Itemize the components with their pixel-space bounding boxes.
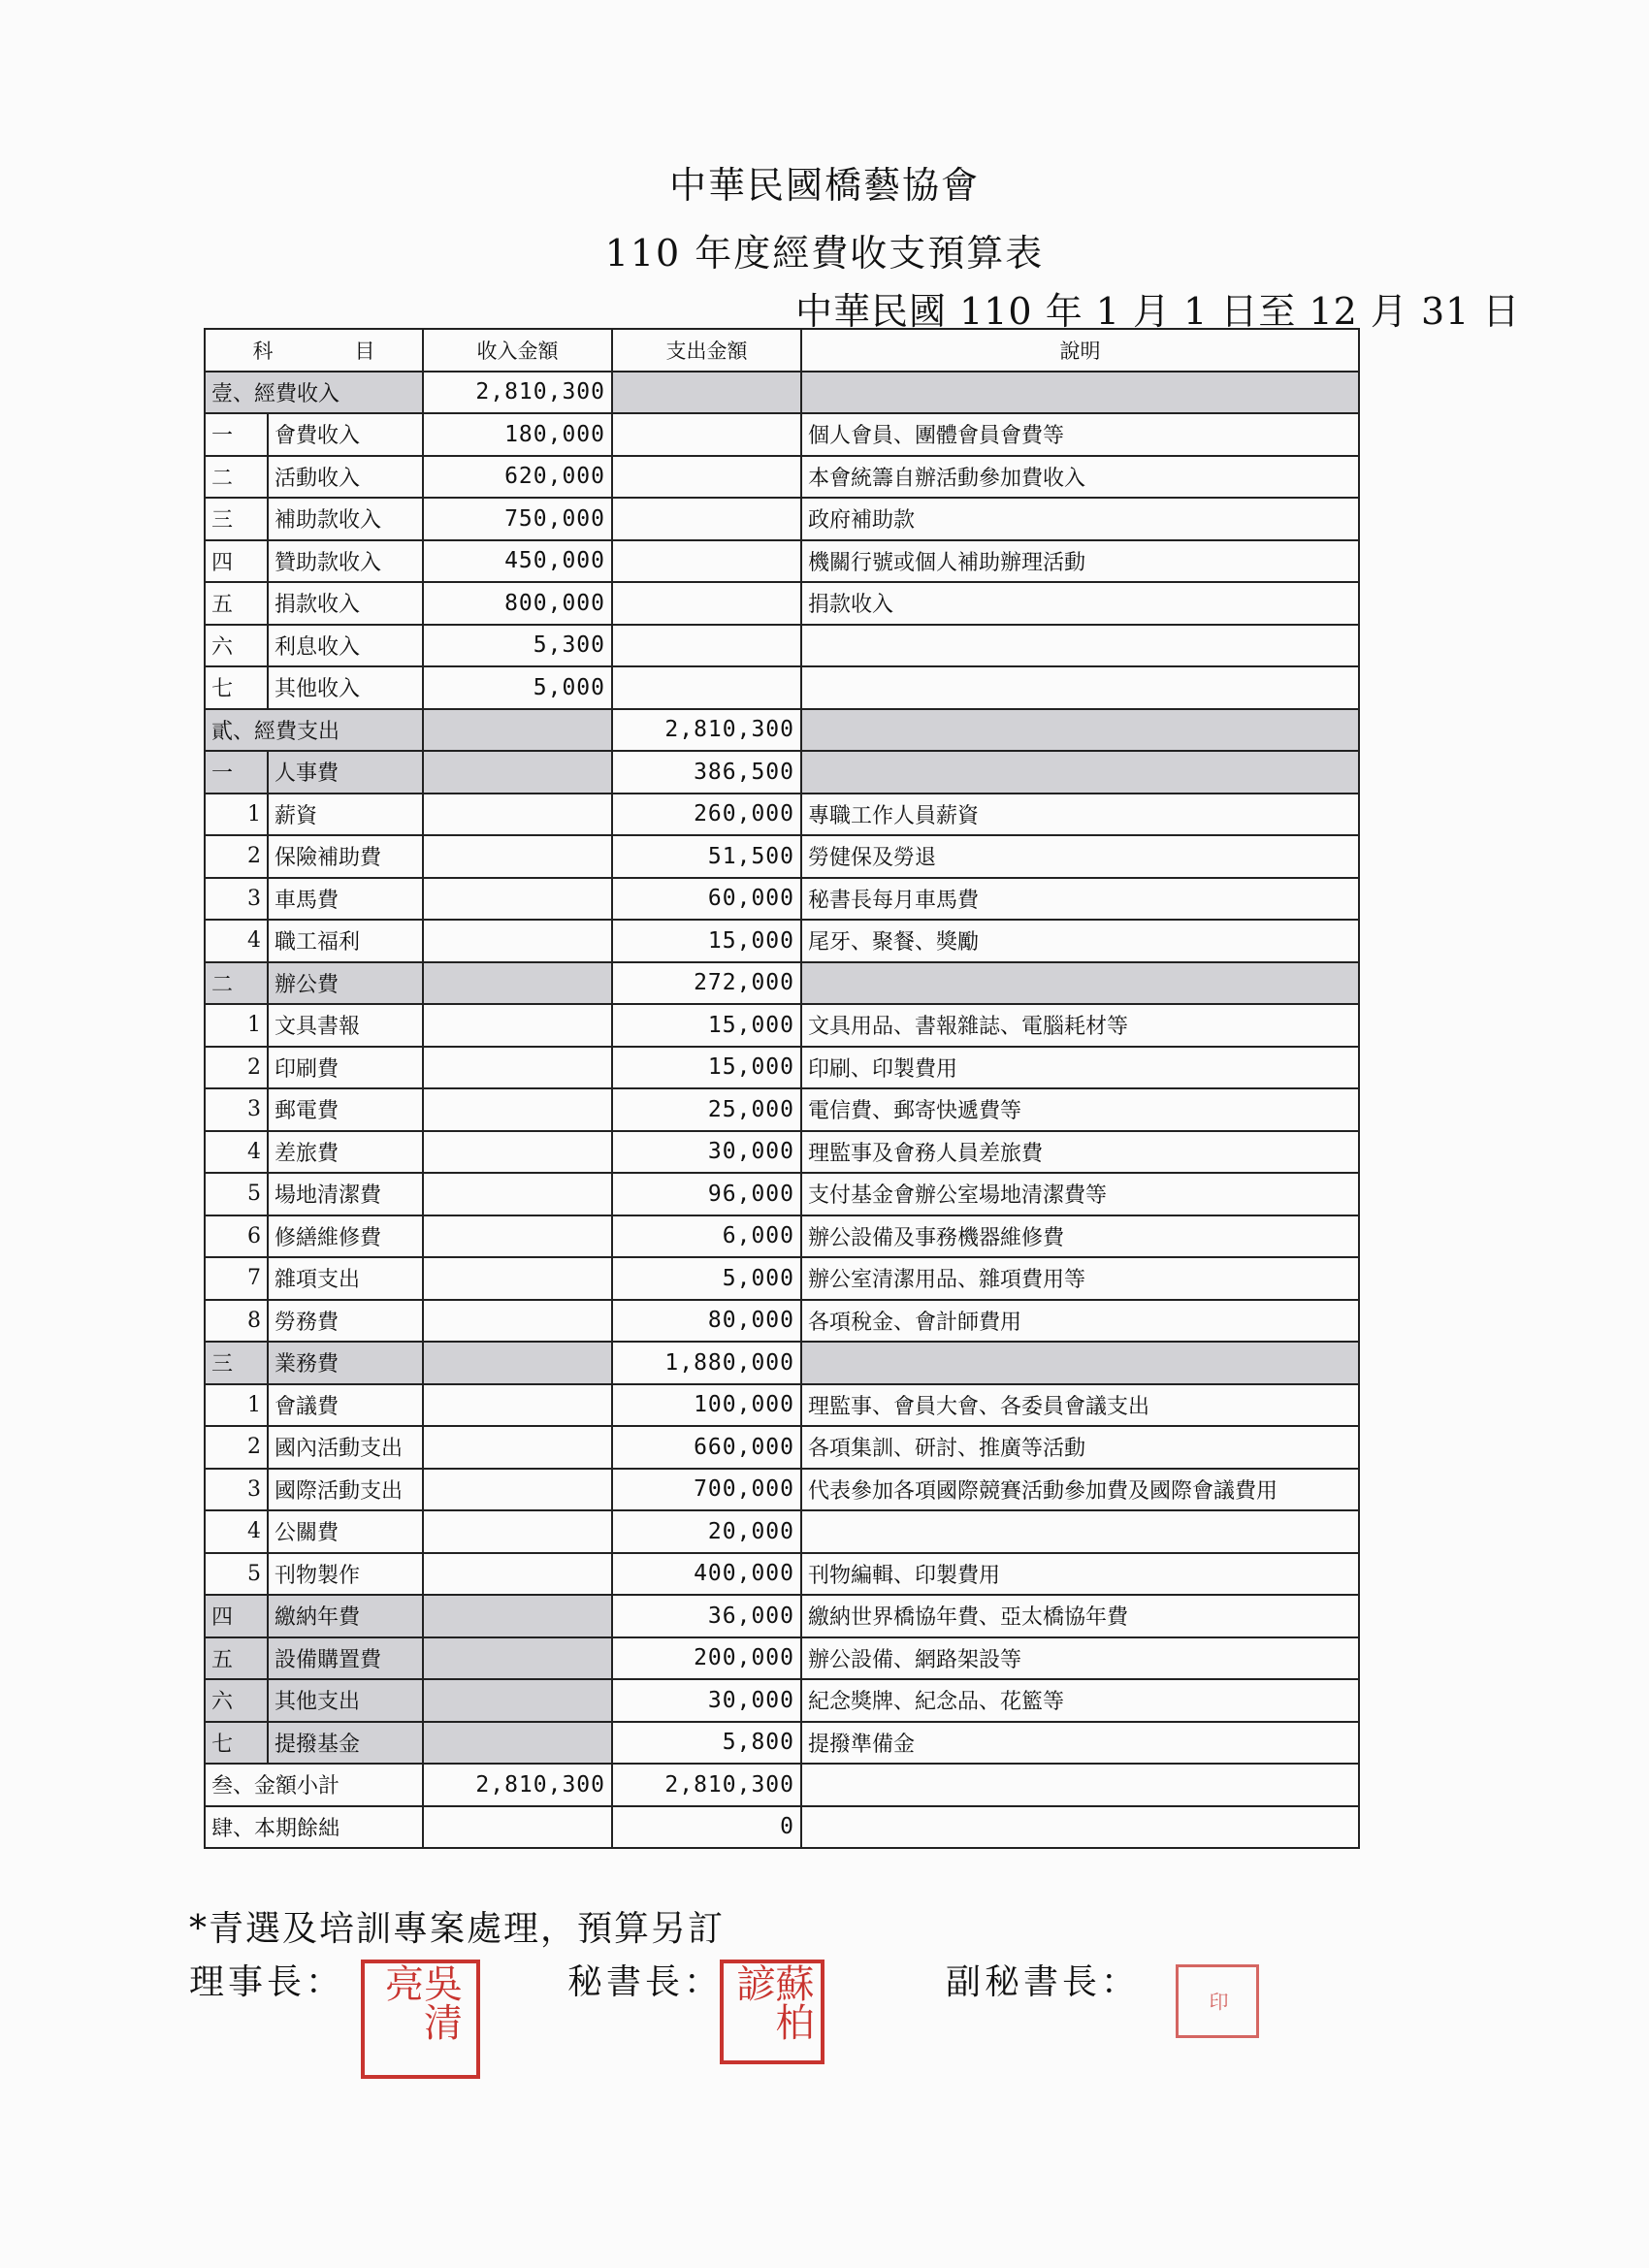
income-cell xyxy=(423,1342,612,1384)
table-row xyxy=(205,1342,1359,1384)
note-cell: 各項集訓、研討、推廣等活動 xyxy=(801,1426,1359,1469)
row-label: 其他收入 xyxy=(268,666,423,709)
income-cell xyxy=(423,1722,612,1765)
expense-cell: 260,000 xyxy=(612,794,801,836)
table-row xyxy=(205,666,1359,709)
note-cell: 文具用品、書報雜誌、電腦耗材等 xyxy=(801,1004,1359,1047)
row-label: 補助款收入 xyxy=(268,498,423,540)
expense-cell: 100,000 xyxy=(612,1384,801,1427)
expense-cell: 660,000 xyxy=(612,1426,801,1469)
row-label: 肆、本期餘絀 xyxy=(205,1806,423,1849)
income-cell: 180,000 xyxy=(423,413,612,456)
header-note: 說明 xyxy=(801,329,1359,372)
note-cell xyxy=(801,1764,1359,1806)
expense-cell: 15,000 xyxy=(612,1004,801,1047)
note-cell xyxy=(801,1806,1359,1849)
income-cell xyxy=(423,962,612,1005)
income-cell xyxy=(423,709,612,752)
table-row xyxy=(205,498,1359,540)
table-row xyxy=(205,709,1359,752)
row-index: 三 xyxy=(205,1342,268,1384)
income-cell xyxy=(423,1595,612,1637)
chairman-label: 理事長： xyxy=(189,1962,345,2002)
row-index: 1 xyxy=(205,1384,268,1427)
note-cell: 尾牙、聚餐、獎勵 xyxy=(801,920,1359,962)
row-label: 贊助款收入 xyxy=(268,540,423,583)
note-cell: 繳納世界橋協年費、亞太橋協年費 xyxy=(801,1595,1359,1637)
row-label: 國內活動支出 xyxy=(268,1426,423,1469)
row-index: 一 xyxy=(205,751,268,794)
expense-cell: 0 xyxy=(612,1806,801,1849)
note-cell: 提撥準備金 xyxy=(801,1722,1359,1765)
row-index: 4 xyxy=(205,1510,268,1553)
row-index: 四 xyxy=(205,1595,268,1637)
table-row xyxy=(205,1722,1359,1765)
row-index: 5 xyxy=(205,1173,268,1215)
row-label: 場地清潔費 xyxy=(268,1173,423,1215)
table-row xyxy=(205,1553,1359,1596)
table-row xyxy=(205,1300,1359,1343)
row-label: 公關費 xyxy=(268,1510,423,1553)
row-index: 六 xyxy=(205,1679,268,1722)
income-cell xyxy=(423,1637,612,1680)
row-label: 設備購置費 xyxy=(268,1637,423,1680)
row-index: 二 xyxy=(205,456,268,499)
row-label: 印刷費 xyxy=(268,1047,423,1089)
row-index: 三 xyxy=(205,498,268,540)
row-label: 會議費 xyxy=(268,1384,423,1427)
row-index: 1 xyxy=(205,1004,268,1047)
table-row xyxy=(205,920,1359,962)
table-row xyxy=(205,540,1359,583)
note-cell xyxy=(801,1342,1359,1384)
row-index: 二 xyxy=(205,962,268,1005)
table-row xyxy=(205,582,1359,625)
expense-cell: 25,000 xyxy=(612,1088,801,1131)
row-index: 6 xyxy=(205,1215,268,1258)
note-cell: 辦公設備、網路架設等 xyxy=(801,1637,1359,1680)
row-label: 繳納年費 xyxy=(268,1595,423,1637)
row-index: 4 xyxy=(205,1131,268,1174)
table-row xyxy=(205,1384,1359,1427)
expense-cell: 2,810,300 xyxy=(612,1764,801,1806)
row-label: 捐款收入 xyxy=(268,582,423,625)
income-cell: 620,000 xyxy=(423,456,612,499)
expense-cell: 20,000 xyxy=(612,1510,801,1553)
income-cell xyxy=(423,1553,612,1596)
table-row xyxy=(205,372,1359,414)
row-index: 7 xyxy=(205,1257,268,1300)
note-cell xyxy=(801,1510,1359,1553)
expense-cell: 1,880,000 xyxy=(612,1342,801,1384)
row-label: 叁、金額小計 xyxy=(205,1764,423,1806)
note-cell xyxy=(801,751,1359,794)
income-cell: 750,000 xyxy=(423,498,612,540)
expense-cell: 2,810,300 xyxy=(612,709,801,752)
expense-cell: 272,000 xyxy=(612,962,801,1005)
row-label: 會費收入 xyxy=(268,413,423,456)
row-index: 2 xyxy=(205,1426,268,1469)
expense-cell: 5,800 xyxy=(612,1722,801,1765)
expense-cell: 15,000 xyxy=(612,1047,801,1089)
income-cell xyxy=(423,1510,612,1553)
table-row xyxy=(205,1469,1359,1511)
table-row xyxy=(205,625,1359,667)
expense-cell: 700,000 xyxy=(612,1469,801,1511)
table-row xyxy=(205,1131,1359,1174)
expense-cell: 80,000 xyxy=(612,1300,801,1343)
note-cell: 紀念獎牌、紀念品、花籃等 xyxy=(801,1679,1359,1722)
row-index: 2 xyxy=(205,1047,268,1089)
income-cell xyxy=(423,1131,612,1174)
expense-cell: 200,000 xyxy=(612,1637,801,1680)
table-row xyxy=(205,456,1359,499)
header-subject: 科 目 xyxy=(205,329,423,372)
row-index: 3 xyxy=(205,1088,268,1131)
income-cell xyxy=(423,1047,612,1089)
income-cell xyxy=(423,1426,612,1469)
note-cell xyxy=(801,625,1359,667)
expense-cell xyxy=(612,456,801,499)
header-income: 收入金額 xyxy=(423,329,612,372)
header-expense: 支出金額 xyxy=(612,329,801,372)
row-label: 辦公費 xyxy=(268,962,423,1005)
expense-cell: 60,000 xyxy=(612,878,801,921)
row-label: 修繕維修費 xyxy=(268,1215,423,1258)
row-index: 4 xyxy=(205,920,268,962)
row-label: 刊物製作 xyxy=(268,1553,423,1596)
note-cell: 本會統籌自辦活動參加費收入 xyxy=(801,456,1359,499)
note-cell: 理監事、會員大會、各委員會議支出 xyxy=(801,1384,1359,1427)
row-index: 五 xyxy=(205,582,268,625)
row-index: 一 xyxy=(205,413,268,456)
note-cell xyxy=(801,709,1359,752)
row-label: 壹、經費收入 xyxy=(205,372,423,414)
note-cell: 刊物編輯、印製費用 xyxy=(801,1553,1359,1596)
income-cell: 450,000 xyxy=(423,540,612,583)
row-label: 職工福利 xyxy=(268,920,423,962)
note-cell: 秘書長每月車馬費 xyxy=(801,878,1359,921)
budget-table xyxy=(204,328,1360,1849)
note-cell: 勞健保及勞退 xyxy=(801,835,1359,878)
table-header-row xyxy=(205,329,1359,372)
table-row xyxy=(205,962,1359,1005)
row-label: 人事費 xyxy=(268,751,423,794)
expense-cell: 96,000 xyxy=(612,1173,801,1215)
table-row xyxy=(205,1173,1359,1215)
row-label: 業務費 xyxy=(268,1342,423,1384)
document-title: 110 年度經費收支預算表 xyxy=(604,232,1045,275)
expense-cell: 51,500 xyxy=(612,835,801,878)
secretary-label: 秘書長： xyxy=(567,1962,724,2002)
note-cell: 代表參加各項國際競賽活動參加費及國際會議費用 xyxy=(801,1469,1359,1511)
expense-cell xyxy=(612,666,801,709)
expense-cell: 30,000 xyxy=(612,1679,801,1722)
income-cell xyxy=(423,794,612,836)
expense-cell: 30,000 xyxy=(612,1131,801,1174)
expense-cell xyxy=(612,540,801,583)
table-row xyxy=(205,1595,1359,1637)
expense-cell xyxy=(612,498,801,540)
table-row xyxy=(205,794,1359,836)
income-cell xyxy=(423,1257,612,1300)
table-row xyxy=(205,751,1359,794)
table-row xyxy=(205,1088,1359,1131)
income-cell xyxy=(423,1215,612,1258)
note-cell: 個人會員、團體會員會費等 xyxy=(801,413,1359,456)
row-index: 5 xyxy=(205,1553,268,1596)
income-cell xyxy=(423,878,612,921)
table-row xyxy=(205,1257,1359,1300)
expense-cell xyxy=(612,625,801,667)
row-label: 車馬費 xyxy=(268,878,423,921)
secretary-seal: 蘇柏諺 xyxy=(720,1960,824,2064)
table-row xyxy=(205,1004,1359,1047)
row-label: 薪資 xyxy=(268,794,423,836)
note-cell: 辦公設備及事務機器維修費 xyxy=(801,1215,1359,1258)
income-cell xyxy=(423,920,612,962)
chairman-seal: 吳清亮 xyxy=(361,1960,480,2079)
income-cell xyxy=(423,1384,612,1427)
table-row xyxy=(205,1679,1359,1722)
income-cell xyxy=(423,1679,612,1722)
income-cell xyxy=(423,1004,612,1047)
table-row xyxy=(205,1047,1359,1089)
table-row xyxy=(205,1426,1359,1469)
row-label: 雜項支出 xyxy=(268,1257,423,1300)
income-cell: 800,000 xyxy=(423,582,612,625)
row-index: 1 xyxy=(205,794,268,836)
deputy-label: 副秘書長： xyxy=(946,1962,1141,2002)
table-row xyxy=(205,413,1359,456)
table-row xyxy=(205,835,1359,878)
row-label: 提撥基金 xyxy=(268,1722,423,1765)
row-label: 其他支出 xyxy=(268,1679,423,1722)
income-cell xyxy=(423,835,612,878)
note-cell xyxy=(801,666,1359,709)
income-cell: 2,810,300 xyxy=(423,1764,612,1806)
expense-cell: 5,000 xyxy=(612,1257,801,1300)
deputy-seal: 印 xyxy=(1176,1964,1259,2038)
table-row xyxy=(205,1637,1359,1680)
row-label: 貳、經費支出 xyxy=(205,709,423,752)
expense-cell: 400,000 xyxy=(612,1553,801,1596)
row-index: 七 xyxy=(205,1722,268,1765)
row-index: 七 xyxy=(205,666,268,709)
income-cell xyxy=(423,751,612,794)
row-label: 國際活動支出 xyxy=(268,1469,423,1511)
income-cell xyxy=(423,1173,612,1215)
expense-cell: 36,000 xyxy=(612,1595,801,1637)
expense-cell: 386,500 xyxy=(612,751,801,794)
table-row xyxy=(205,878,1359,921)
note-cell: 機關行號或個人補助辦理活動 xyxy=(801,540,1359,583)
row-label: 活動收入 xyxy=(268,456,423,499)
footnote: *青選及培訓專案處理，預算另訂 xyxy=(189,1909,726,1949)
note-cell: 辦公室清潔用品、雜項費用等 xyxy=(801,1257,1359,1300)
income-cell: 5,000 xyxy=(423,666,612,709)
note-cell xyxy=(801,372,1359,414)
expense-cell xyxy=(612,582,801,625)
expense-cell: 6,000 xyxy=(612,1215,801,1258)
note-cell: 各項稅金、會計師費用 xyxy=(801,1300,1359,1343)
note-cell: 政府補助款 xyxy=(801,498,1359,540)
table-row xyxy=(205,1764,1359,1806)
row-index: 3 xyxy=(205,878,268,921)
note-cell: 專職工作人員薪資 xyxy=(801,794,1359,836)
expense-cell xyxy=(612,413,801,456)
income-cell xyxy=(423,1088,612,1131)
row-label: 文具書報 xyxy=(268,1004,423,1047)
table-row xyxy=(205,1510,1359,1553)
row-label: 勞務費 xyxy=(268,1300,423,1343)
table-row xyxy=(205,1215,1359,1258)
income-cell: 5,300 xyxy=(423,625,612,667)
row-label: 保險補助費 xyxy=(268,835,423,878)
income-cell: 2,810,300 xyxy=(423,372,612,414)
income-cell xyxy=(423,1806,612,1849)
table-row xyxy=(205,1806,1359,1849)
row-label: 差旅費 xyxy=(268,1131,423,1174)
period: 中華民國 110 年 1 月 1 日至 12 月 31 日 xyxy=(795,290,1521,333)
note-cell: 電信費、郵寄快遞費等 xyxy=(801,1088,1359,1131)
row-index: 五 xyxy=(205,1637,268,1680)
row-label: 利息收入 xyxy=(268,625,423,667)
income-cell xyxy=(423,1300,612,1343)
note-cell: 理監事及會務人員差旅費 xyxy=(801,1131,1359,1174)
expense-cell xyxy=(612,372,801,414)
row-index: 2 xyxy=(205,835,268,878)
note-cell: 支付基金會辦公室場地清潔費等 xyxy=(801,1173,1359,1215)
note-cell: 捐款收入 xyxy=(801,582,1359,625)
note-cell: 印刷、印製費用 xyxy=(801,1047,1359,1089)
row-index: 六 xyxy=(205,625,268,667)
row-index: 8 xyxy=(205,1300,268,1343)
income-cell xyxy=(423,1469,612,1511)
org-name: 中華民國橋藝協會 xyxy=(668,164,980,207)
note-cell xyxy=(801,962,1359,1005)
row-index: 3 xyxy=(205,1469,268,1511)
expense-cell: 15,000 xyxy=(612,920,801,962)
row-label: 郵電費 xyxy=(268,1088,423,1131)
row-index: 四 xyxy=(205,540,268,583)
